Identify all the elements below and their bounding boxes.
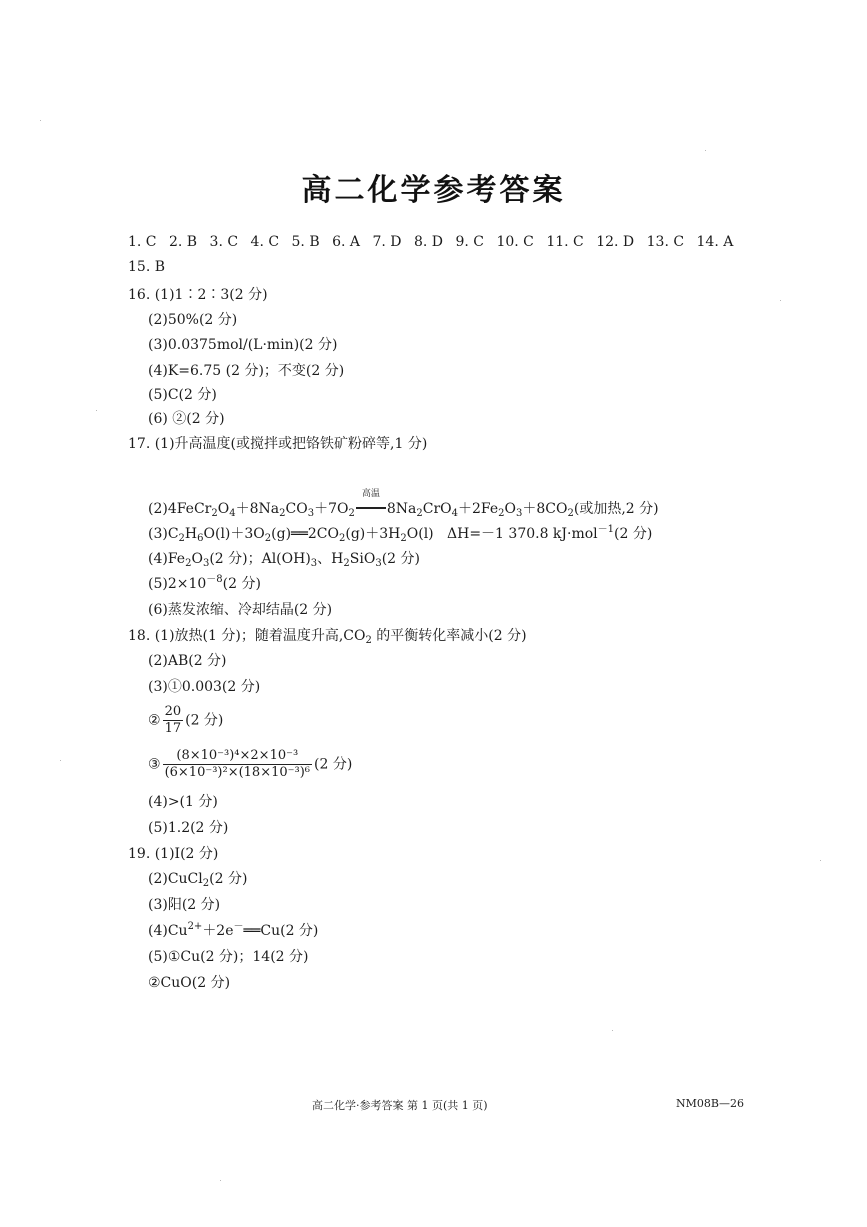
mc-answer: 3. C (209, 234, 239, 250)
q16-part4: (4)K=6.75 (2 分)；不变(2 分) (148, 363, 345, 379)
q18-part3-2: ② $\frac{20}{17}$ (2 分) (148, 704, 224, 736)
q16-part2: (2)50%(2 分) (148, 312, 238, 328)
fraction: $\frac{\text{(8×10⁻³)⁴×2×10⁻³}}{\text{(6×10⁻³)²×(18×10⁻³)⁶}}$ (164, 748, 310, 780)
q16-part6: (6) ②(2 分) (148, 411, 225, 427)
q17-part2-equation: $(2)4FeCr_2O_4+8Na_2CO_3+7O_2$ 高温 $8Na_2CrO_4+2Fe_2O_3+8CO_2$(或加热,2 分) (148, 489, 659, 519)
mc-answer: 9. C (455, 234, 484, 250)
mc-answer: 13. C (646, 234, 685, 250)
mc-answer: 6. A (332, 234, 360, 250)
reaction-condition-arrow (356, 489, 386, 518)
page-footer-code: NM08B—26 (676, 1097, 744, 1110)
q17-part5: $(5)2\times 10^{-8}(2$ 分) (148, 574, 261, 592)
q17-part4: $(4)Fe_2O_3(2$ 分)；$Al(OH)_3$、$H_2SiO_3(2$ 分) (148, 551, 420, 569)
fraction: $\frac{20}{17}$ (164, 704, 182, 736)
mc-answer: 14. A (696, 234, 734, 250)
q19-part5: (5)①Cu(2 分)；14(2 分) (148, 949, 309, 965)
reaction-condition: 高温 (361, 489, 380, 499)
mc-answer: 5. B (291, 234, 320, 250)
mc-answers-row (128, 233, 741, 251)
q18-part3: (3)①0.003(2 分) (148, 679, 261, 695)
mc-answer: 8. D (413, 234, 443, 250)
q19-part6: ②CuO(2 分) (148, 975, 231, 991)
mc-answer: 7. D (372, 234, 402, 250)
q18-part4: (4)>(1 分) (148, 794, 218, 810)
q19-part3: (3)阳(2 分) (148, 897, 221, 913)
page-footer-center: 高二化学·参考答案 第 1 页(共 1 页) (312, 1099, 488, 1112)
mc-answer: 2. B (168, 234, 198, 250)
mc-answer: 1. C (128, 234, 157, 250)
q17-part6: (6)蒸发浓缩、冷却结晶(2 分) (148, 602, 333, 618)
q18-part3-3: ③ $\frac{\text{(8×10⁻³)⁴×2×10⁻³}}{\text{(6×10⁻³)²×(18×10⁻³)⁶}}$ (2 分) (148, 748, 353, 780)
page-title: 高二化学参考答案 (301, 173, 566, 208)
q18-part5: (5)1.2(2 分) (148, 820, 229, 836)
q19-part1: 19. (1)Ⅰ(2 分) (128, 846, 219, 862)
q19-part4: $(4)Cu^{2+}+2e^-══Cu(2$ 分) (148, 921, 319, 939)
q17-part1: 17. (1)升高温度(或搅拌或把铬铁矿粉碎等,1 分) (128, 436, 428, 452)
q18-part1: 18. (1)放热(1 分)；随着温度升高$,CO_2$ 的平衡转化率减小(2 分) (128, 628, 527, 646)
mc-answer: 12. D (596, 234, 635, 250)
q16-part1: 16. (1)1∶2∶3(2 分) (128, 287, 268, 303)
q18-part2: (2)AB(2 分) (148, 653, 227, 669)
q16-part5: (5)C(2 分) (148, 387, 217, 403)
mc-answer: 11. C (546, 234, 584, 250)
mc-answer-15: 15. B (128, 259, 166, 275)
mc-answer: 4. C (250, 234, 280, 250)
q19-part2: (2)CuCl$_2$(2 分) (148, 871, 248, 889)
mc-answer: 10. C (496, 234, 534, 250)
q17-part3-equation: $(3)C_2H_6O(l)+3O_2(g)══2CO_2(g)+3H_2O(l)$ ΔH=－1 370.8 kJ·mol$^{-1}$(2 分) (148, 524, 653, 544)
q16-part3: (3)0.0375mol/(L·min)(2 分) (148, 337, 338, 353)
